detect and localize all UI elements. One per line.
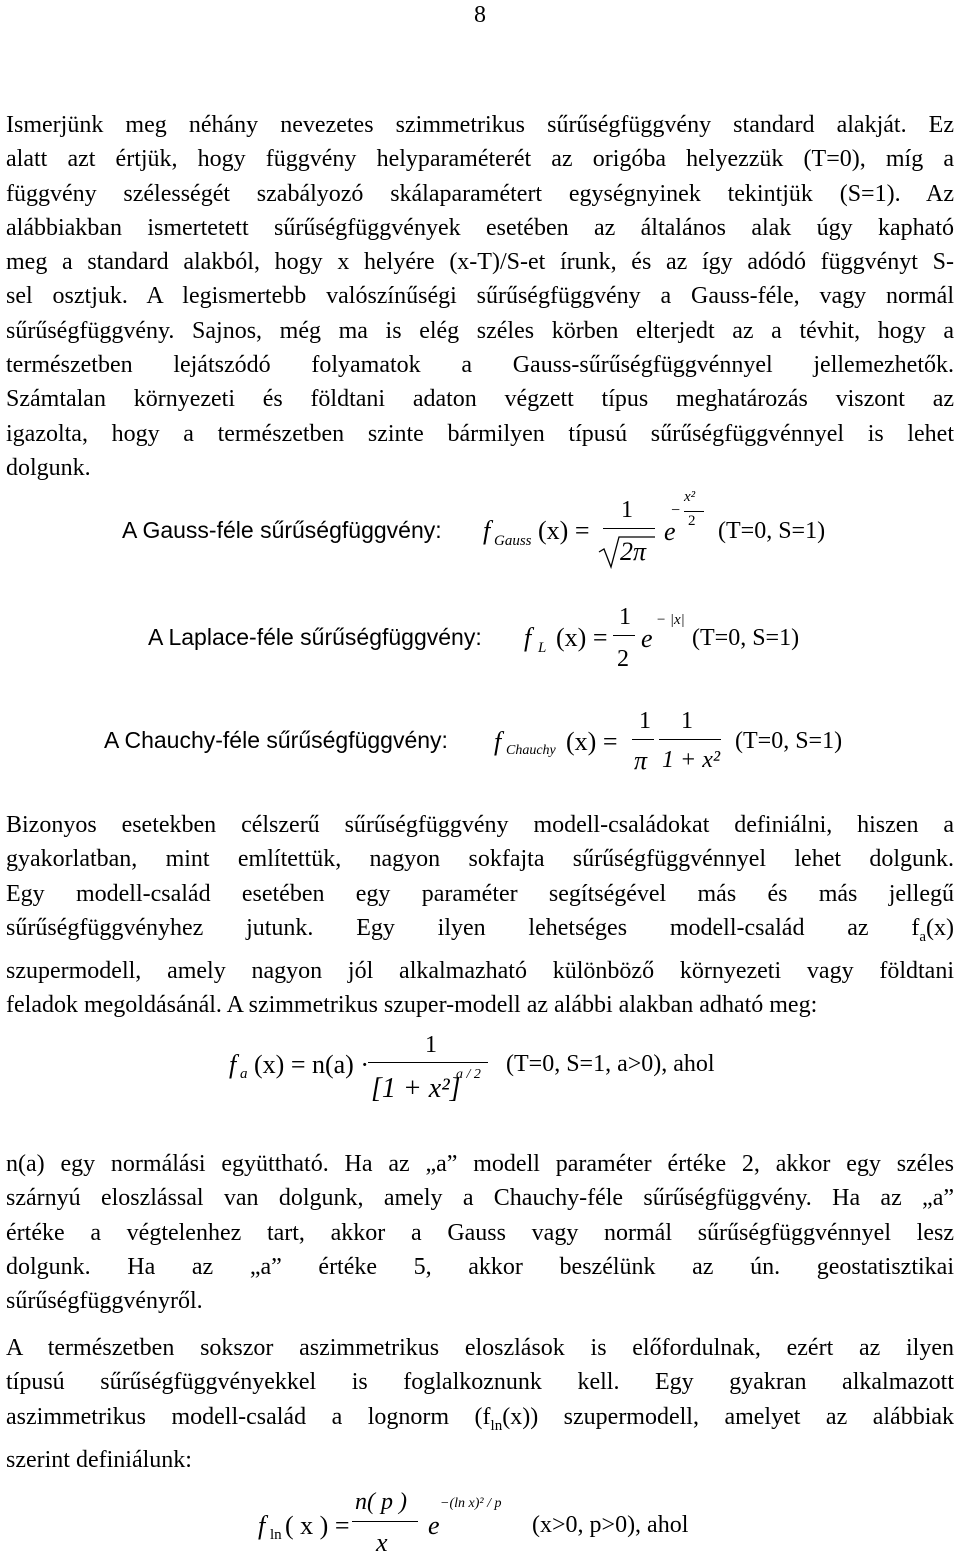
super-lhs: (x) = n(a) ·: [254, 1050, 369, 1079]
text-line: alatt azt értjük, hogy függvény helyparaméterét az origóba helyezzük (T=0), míg a: [6, 146, 954, 173]
text-line: sűrűségfüggvény. Sajnos, még ma is elég széles körben elterjedt az a tévhit, hogy a: [6, 317, 954, 344]
text-line: típusú sűrűségfüggvényekkel is foglalkoznunk kell. Egy gyakran alkalmazott: [6, 1369, 954, 1396]
text-line: dolgunk. Ha az „a” értéke 5, akkor beszélünk az ún. geostatisztikai: [6, 1253, 954, 1280]
page-number: 8: [474, 2, 486, 28]
cauchy-label: A Chauchy-féle sűrűségfüggvény:: [104, 727, 448, 753]
gauss-label: A Gauss-féle sűrűségfüggvény:: [122, 517, 442, 543]
text-line: Ismerjünk meg néhány nevezetes szimmetrikus sűrűségfüggvény standard alakját. Ez: [6, 112, 954, 138]
gauss-f: f: [483, 516, 491, 545]
text-line: feladok megoldásánál. A szimmetrikus szuper-modell az alábbi alakban adható meg:: [6, 992, 818, 1019]
text-fragment: (x): [926, 914, 954, 941]
sqrt-icon: [597, 534, 657, 570]
lognorm-condition: (x>0, p>0), ahol: [532, 1512, 689, 1538]
text-line: Számtalan környezeti és földtani adaton végzett típus meghatározás viszont az: [6, 386, 954, 413]
text-line: Egy modell-család esetében egy paraméter segítségével más és más jellegű: [6, 880, 954, 907]
lognorm-exponent: −(ln x)² / p: [440, 1496, 502, 1511]
text-line: meg a standard alakból, hogy x helyére (x-T)/S-et írunk, és az így adódó függvényt S-: [6, 249, 954, 276]
laplace-e: e: [641, 624, 653, 653]
subscript: ln: [490, 1417, 503, 1434]
cauchy-fraction-line-1: [632, 739, 654, 740]
cauchy-fraction-line-2: [659, 739, 721, 740]
gauss-condition: (T=0, S=1): [718, 518, 826, 544]
text-line: [6, 911, 954, 954]
cauchy-subscript: Chauchy: [506, 743, 556, 758]
laplace-denominator: 2: [617, 646, 629, 672]
gauss-exp-numerator: x²: [684, 489, 696, 505]
laplace-label: A Laplace-féle sűrűségfüggvény:: [148, 624, 482, 650]
intro-paragraph: [6, 108, 954, 485]
gauss-denominator: 2π: [620, 537, 647, 566]
gauss-exp-fraction-line: [684, 511, 704, 512]
super-fraction-line: [368, 1062, 488, 1063]
super-exponent: a / 2: [456, 1067, 481, 1082]
gauss-numerator: 1: [621, 497, 633, 523]
model-family-paragraph: [6, 808, 954, 1023]
lognorm-fraction-line: [352, 1521, 418, 1522]
cauchy-argument: (x) =: [566, 727, 618, 756]
cauchy-numerator-1: 1: [639, 708, 651, 734]
cauchy-f: f: [494, 727, 502, 756]
laplace-numerator: 1: [619, 604, 631, 630]
text-line: függvény szélességét szabályozó skálaparamétert egységnyinek tekintjük (S=1). Az: [6, 180, 954, 207]
text-fragment: (x)) szupermodell, amelyet az alábbiak: [502, 1403, 955, 1430]
text-line: sel osztjuk. A legismertebb valószínűségi sűrűségfüggvény a Gauss-féle, vagy normál: [6, 283, 954, 310]
text-fragment: aszimmetrikus modell-család a lognorm (f: [6, 1403, 491, 1430]
gauss-exp-denominator: 2: [688, 513, 696, 529]
text-line: szárnyú eloszlással van dolgunk, amely a Chauchy-féle sűrűségfüggvény. Ha az „a”: [6, 1185, 954, 1212]
super-condition: (T=0, S=1, a>0), ahol: [506, 1051, 715, 1077]
text-line: szerint definiálunk:: [6, 1446, 192, 1473]
text-line: természetben lejátszódó folyamatok a Gauss-sűrűségfüggvénnyel jellemezhetők.: [6, 352, 954, 379]
lognorm-lhs: ( x ) =: [285, 1511, 350, 1540]
text-fragment: sűrűségfüggvényhez jutunk. Egy ilyen lehetséges modell-család az f: [6, 914, 920, 941]
cauchy-denominator-2: 1 + x²: [662, 747, 721, 773]
lognorm-numerator: n( p ): [355, 1489, 407, 1515]
asymmetric-paragraph: [6, 1331, 954, 1477]
text-line: gyakorlatban, mint említettük, nagyon sokfajta sűrűségfüggvénnyel lehet dolgunk.: [6, 846, 954, 873]
lognorm-subscript: ln: [270, 1527, 282, 1543]
gauss-subscript: Gauss: [494, 533, 532, 549]
cauchy-numerator-2: 1: [681, 708, 693, 734]
text-line: n(a) egy normálási együttható. Ha az „a” modell paraméter értéke 2, akkor egy széles: [6, 1151, 954, 1177]
gauss-argument: (x) =: [538, 516, 590, 545]
laplace-condition: (T=0, S=1): [692, 625, 800, 651]
text-line: igazolta, hogy a természetben szinte bármilyen típusú sűrűségfüggvénnyel is lehet: [6, 420, 954, 447]
text-line: alábbiakban ismertetett sűrűségfüggvények esetében az általános alak úgy kapható: [6, 214, 954, 241]
text-line: szupermodell, amely nagyon jól alkalmazható különböző környezeti vagy földtani: [6, 957, 954, 984]
laplace-f: f: [524, 623, 532, 652]
cauchy-denominator-1: π: [634, 746, 648, 775]
text-line: Bizonyos esetekben célszerű sűrűségfüggvény modell-családokat definiálni, hiszen a: [6, 812, 954, 838]
super-subscript: a: [240, 1066, 248, 1082]
super-f: f: [229, 1050, 237, 1079]
text-line: A természetben sokszor aszimmetrikus eloszlások is előfordulnak, ezért az ilyen: [6, 1335, 954, 1361]
lognorm-e: e: [428, 1511, 440, 1540]
cauchy-condition: (T=0, S=1): [735, 728, 843, 754]
subscript: a: [919, 928, 927, 945]
gauss-fraction-line: [603, 528, 655, 529]
super-denominator: [1 + x²]: [371, 1073, 461, 1104]
laplace-argument: (x) =: [556, 623, 608, 652]
normalization-paragraph: [6, 1147, 954, 1318]
super-numerator: 1: [425, 1032, 437, 1058]
lognorm-f: f: [258, 1511, 266, 1540]
lognorm-denominator: x: [376, 1528, 388, 1557]
text-line: sűrűségfüggvényről.: [6, 1288, 203, 1315]
laplace-exponent: − |x|: [656, 612, 685, 628]
gauss-exp-sign: −: [671, 502, 681, 519]
text-line: értéke a végtelenhez tart, akkor a Gauss vagy normál sűrűségfüggvénnyel lesz: [6, 1219, 954, 1246]
laplace-subscript: L: [538, 640, 547, 656]
laplace-fraction-line: [613, 635, 635, 636]
text-line: [6, 1400, 954, 1443]
text-line: dolgunk.: [6, 454, 91, 481]
gauss-e: e: [664, 517, 676, 546]
